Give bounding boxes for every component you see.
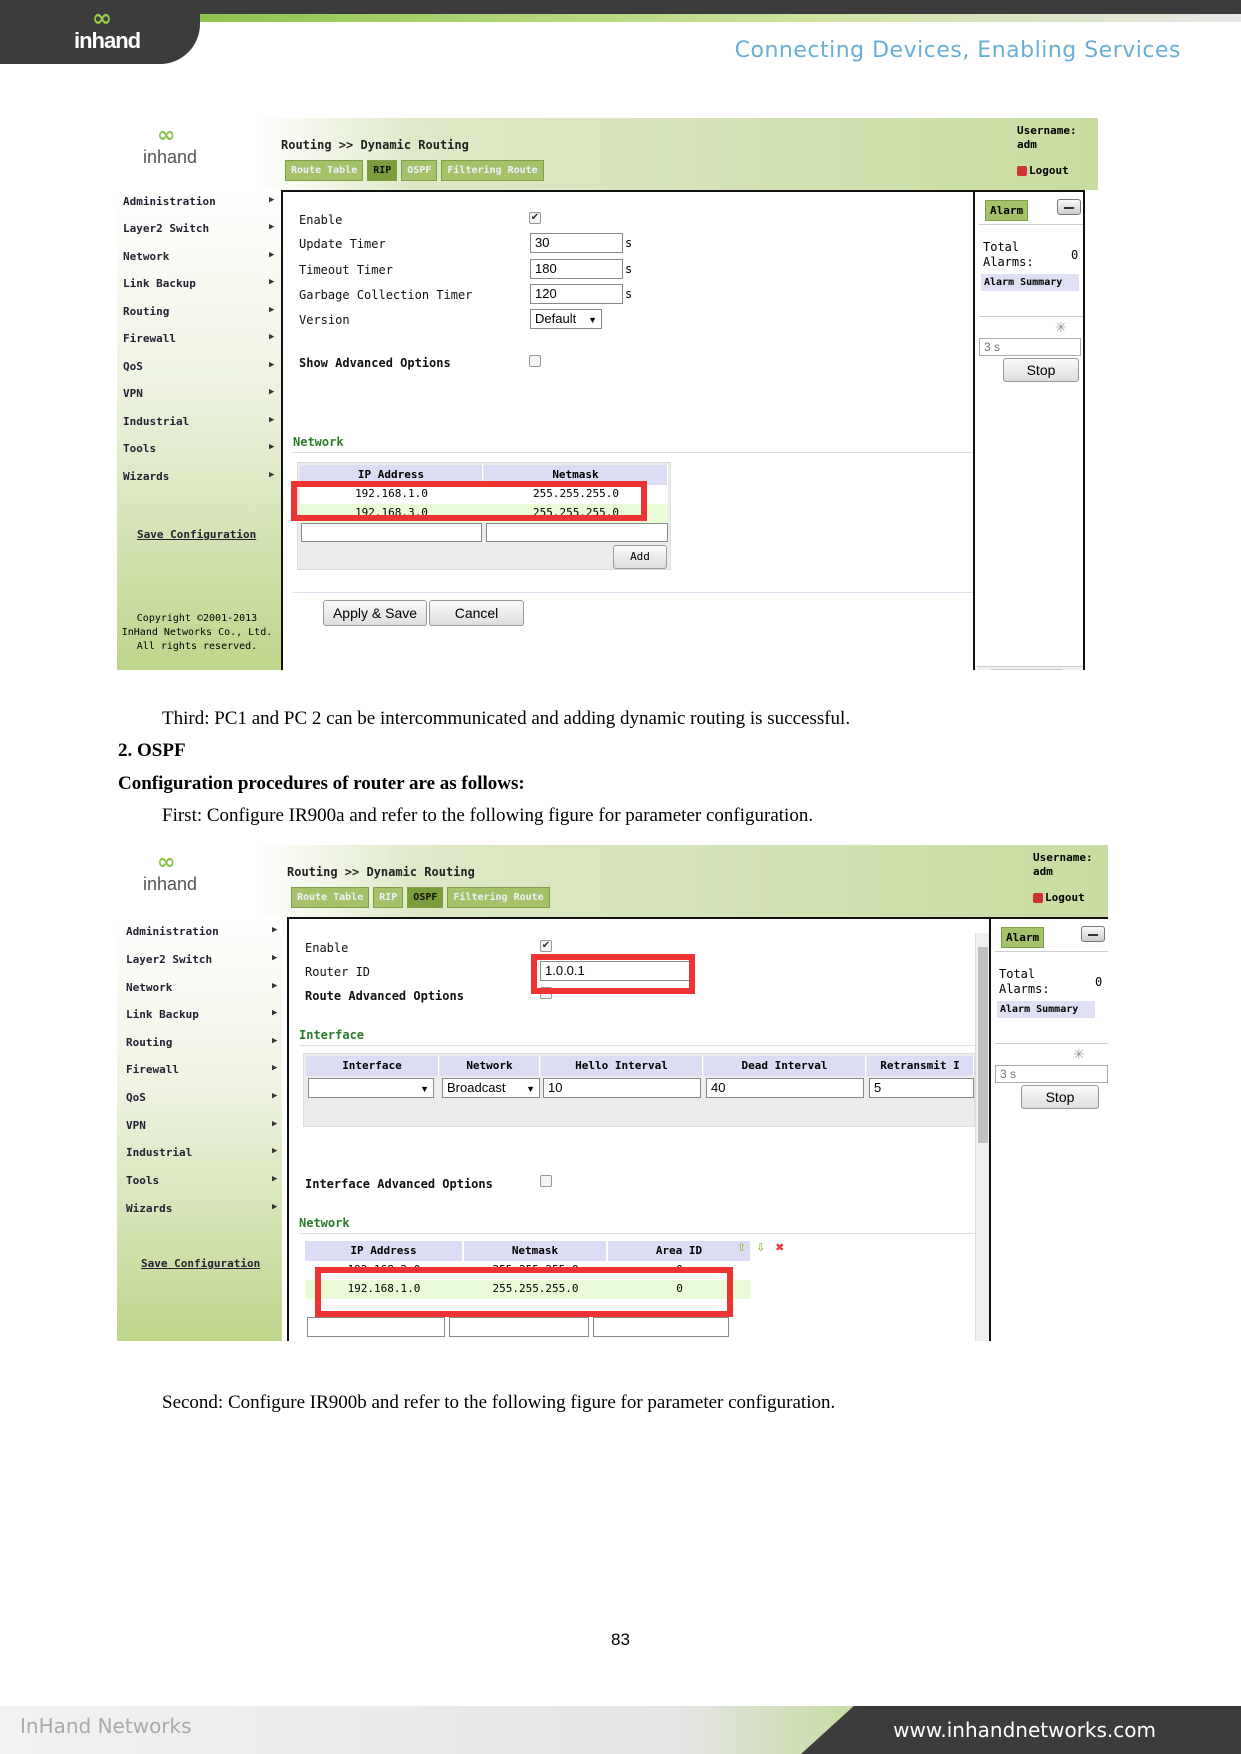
page-footer: [0, 1690, 1241, 1754]
retransmit-interval-input[interactable]: 5: [869, 1078, 974, 1098]
timeout-timer-label: Timeout Timer: [299, 263, 393, 277]
menu-layer2-switch[interactable]: Layer2 Switch ▶: [126, 953, 278, 966]
menu-qos[interactable]: QoS ▶: [126, 1091, 278, 1104]
ospf-form-panel: [287, 917, 991, 1341]
tab-filtering-route[interactable]: Filtering Route: [441, 160, 543, 181]
tab-rip[interactable]: RIP: [367, 160, 397, 181]
enable-checkbox[interactable]: ✔: [530, 212, 540, 223]
chevron-right-icon: ▶: [272, 1202, 278, 1212]
chevron-right-icon: ▶: [272, 981, 278, 991]
chevron-down-icon: ▼: [526, 1084, 535, 1094]
username-block: Username: adm: [1017, 124, 1077, 151]
chevron-right-icon: ▶: [269, 250, 275, 260]
table-row: 192.168.1.0 255.255.255.0: [300, 485, 668, 504]
netmask-input[interactable]: [486, 523, 668, 542]
page-number: 83: [611, 1630, 630, 1649]
breadcrumb: Routing >> Dynamic Routing: [287, 865, 475, 879]
menu-administration[interactable]: Administration ▶: [123, 195, 275, 208]
menu-link-backup[interactable]: Link Backup ▶: [126, 1008, 278, 1021]
menu-tools[interactable]: Tools ▶: [126, 1174, 278, 1187]
chevron-right-icon: ▶: [269, 222, 275, 232]
menu-qos[interactable]: QoS ▶: [123, 360, 275, 373]
dead-interval-input[interactable]: 40: [706, 1078, 864, 1098]
menu-vpn[interactable]: VPN ▶: [126, 1119, 278, 1132]
garbage-timer-input[interactable]: 120: [530, 284, 623, 304]
area-id-input[interactable]: [593, 1317, 729, 1337]
rip-screenshot: [117, 118, 1098, 670]
hello-interval-input[interactable]: 10: [543, 1078, 701, 1098]
interface-select[interactable]: [308, 1078, 434, 1098]
timeout-timer-input[interactable]: 180: [530, 259, 623, 279]
horizontal-scrollbar[interactable]: [977, 666, 1083, 670]
inhand-logo: ∞ inhand: [143, 123, 198, 167]
alarm-total: Total Alarms:: [983, 240, 1034, 269]
menu-industrial[interactable]: Industrial ▶: [123, 415, 275, 428]
network-section-title: Network: [293, 435, 344, 449]
menu-link-backup[interactable]: Link Backup ▶: [123, 277, 275, 290]
inhand-logo: ∞ inhand: [143, 850, 198, 894]
logout-icon: [1017, 166, 1027, 176]
chevron-right-icon: ▶: [272, 953, 278, 963]
menu-routing[interactable]: Routing ▶: [123, 305, 275, 318]
chevron-down-icon: ▼: [588, 315, 597, 325]
alarm-tab[interactable]: Alarm: [985, 200, 1028, 221]
chevron-right-icon: ▶: [269, 470, 275, 480]
chevron-right-icon: ▶: [269, 360, 275, 370]
procedures-heading: Configuration procedures of router are as follows:: [118, 773, 525, 794]
update-timer-label: Update Timer: [299, 237, 386, 251]
logout-link[interactable]: Logout: [1033, 891, 1085, 904]
interface-advanced-label: Interface Advanced Options: [305, 1177, 493, 1191]
chevron-right-icon: ▶: [272, 1036, 278, 1046]
footer-company: InHand Networks: [20, 1714, 192, 1738]
menu-wizards[interactable]: Wizards ▶: [123, 470, 275, 483]
alarm-count: 0: [1071, 248, 1079, 262]
enable-label: Enable: [305, 941, 349, 955]
refresh-interval-input[interactable]: 3 s: [995, 1065, 1108, 1083]
tab-route-table[interactable]: Route Table: [291, 887, 369, 908]
router-id-label: Router ID: [305, 965, 371, 979]
vertical-scrollbar[interactable]: [975, 933, 989, 1341]
add-button[interactable]: Add: [613, 545, 667, 569]
interface-section-title: Interface: [299, 1028, 365, 1042]
tab-rip[interactable]: RIP: [373, 887, 403, 908]
apply-save-button[interactable]: Apply & Save: [323, 600, 427, 626]
rip-form-panel: Enable ✔ Update Timer 30 s Timeout Timer 180 s Garbage Collection Timer 120 s Version Default ▼ Show Advanced Options Network IP Address Netmask 192.168.1.0 255.255.255.0 192.168.3.0 255.255.255.0 Add Apply & Save Cancel: [281, 190, 975, 670]
tab-ospf[interactable]: OSPF: [401, 160, 437, 181]
menu-vpn[interactable]: VPN ▶: [123, 387, 275, 400]
chevron-right-icon: ▶: [269, 387, 275, 397]
stop-button[interactable]: Stop: [1021, 1085, 1099, 1109]
tab-route-table[interactable]: Route Table: [285, 160, 363, 181]
menu-firewall[interactable]: Firewall ▶: [123, 332, 275, 345]
logout-link[interactable]: Logout: [1017, 164, 1069, 177]
menu-tools[interactable]: Tools ▶: [123, 442, 275, 455]
menu-wizards[interactable]: Wizards ▶: [126, 1202, 278, 1215]
move-up-icon[interactable]: ⇧: [737, 1241, 747, 1254]
chevron-right-icon: ▶: [269, 305, 275, 315]
brand-logo: ∞ inhand: [74, 4, 141, 53]
ip-address-input[interactable]: [307, 1317, 445, 1337]
ospf-network-table: IP Address Netmask Area ID 192.168.2.0 255.255.255.0 0 192.168.1.0 255.255.255.0 0: [303, 1241, 783, 1297]
highlight-box: [291, 481, 647, 521]
row-actions: [737, 1241, 784, 1254]
delete-icon[interactable]: ✖: [775, 1241, 785, 1254]
chevron-right-icon: ▶: [272, 1063, 278, 1073]
minimize-button[interactable]: [1081, 926, 1105, 942]
chevron-right-icon: ▶: [269, 442, 275, 452]
menu-layer2-switch[interactable]: Layer2 Switch ▶: [123, 222, 275, 235]
chevron-right-icon: ▶: [272, 1008, 278, 1018]
cancel-button[interactable]: Cancel: [429, 600, 524, 626]
ospf-heading: 2. OSPF: [118, 740, 186, 761]
page-header: [0, 0, 1241, 70]
tab-ospf[interactable]: OSPF: [407, 887, 443, 908]
router-id-highlight: [531, 954, 695, 994]
logout-icon: [1033, 893, 1043, 903]
menu-administration[interactable]: Administration ▶: [126, 925, 278, 938]
chevron-right-icon: ▶: [269, 277, 275, 287]
chevron-right-icon: ▶: [272, 1091, 278, 1101]
breadcrumb: Routing >> Dynamic Routing: [281, 138, 469, 152]
minimize-button[interactable]: [1057, 199, 1081, 215]
refresh-interval-input[interactable]: 3 s: [979, 338, 1081, 356]
table-row: 192.168.2.0 255.255.255.0 0: [347, 1263, 683, 1276]
move-down-icon[interactable]: ⇩: [756, 1241, 766, 1254]
enable-checkbox[interactable]: ✔: [541, 940, 551, 951]
alarm-tab[interactable]: Alarm: [1001, 927, 1044, 948]
loading-spinner-icon: ✳: [1055, 320, 1067, 336]
menu-network[interactable]: Network ▶: [123, 250, 275, 263]
ip-address-input[interactable]: [301, 523, 482, 542]
alarm-summary-link[interactable]: Alarm Summary: [997, 1001, 1095, 1018]
router-id-input[interactable]: 1.0.0.1: [540, 961, 695, 981]
menu-industrial[interactable]: Industrial ▶: [126, 1146, 278, 1159]
chevron-right-icon: ▶: [269, 415, 275, 425]
save-configuration-link[interactable]: Save Configuration: [137, 528, 257, 541]
tab-filtering-route[interactable]: Filtering Route: [447, 887, 549, 908]
network-section-title: Network: [299, 1216, 350, 1230]
route-advanced-label: Route Advanced Options: [305, 989, 464, 1003]
menu-network[interactable]: Network ▶: [126, 981, 278, 994]
chevron-right-icon: ▶: [269, 332, 275, 342]
alarm-total: Total Alarms:: [999, 967, 1050, 996]
menu-routing[interactable]: Routing ▶: [126, 1036, 278, 1049]
footer-website: www.inhandnetworks.com: [893, 1718, 1156, 1742]
second-step-text: Second: Configure IR900b and refer to the following figure for parameter configuration.: [162, 1392, 836, 1413]
netmask-input[interactable]: [449, 1317, 589, 1337]
loading-spinner-icon: ✳: [1073, 1047, 1085, 1063]
show-advanced-checkbox[interactable]: [529, 355, 541, 367]
table-row: 192.168.1.0 255.255.255.0 0: [305, 1280, 751, 1299]
chevron-down-icon: ▼: [420, 1084, 429, 1094]
enable-label: Enable: [299, 213, 343, 227]
menu-firewall[interactable]: Firewall ▶: [126, 1063, 278, 1076]
tagline: Connecting Devices, Enabling Services: [734, 38, 1181, 63]
alarm-panel: [991, 917, 1108, 1341]
network-type-select[interactable]: Broadcast ▼: [442, 1078, 540, 1098]
save-configuration-link[interactable]: Save Configuration: [141, 1257, 261, 1270]
update-timer-input[interactable]: 30: [530, 233, 623, 253]
chevron-right-icon: ▶: [272, 925, 278, 935]
chevron-right-icon: ▶: [269, 195, 275, 205]
username-block: Username: adm: [1033, 851, 1093, 878]
garbage-timer-label: Garbage Collection Timer: [299, 288, 473, 302]
version-select[interactable]: Default ▼: [530, 309, 602, 329]
version-label: Version: [299, 313, 350, 327]
alarm-summary-link[interactable]: Alarm Summary: [981, 274, 1079, 291]
alarm-panel: [975, 190, 1085, 670]
network-highlight: [315, 1267, 733, 1317]
copyright: Copyright ©2001-2013 InHand Networks Co., Ltd. All rights reserved.: [121, 613, 273, 652]
interface-advanced-checkbox[interactable]: [540, 1175, 552, 1187]
network-table: IP Address Netmask 192.168.1.0 255.255.255.0 192.168.3.0 255.255.255.0 Add: [297, 462, 671, 570]
third-step-text: Third: PC1 and PC 2 can be intercommunicated and adding dynamic routing is successful.: [162, 708, 851, 729]
alarm-count: 0: [1095, 975, 1103, 989]
chevron-right-icon: ▶: [272, 1174, 278, 1184]
ospf-screenshot: [117, 845, 1108, 1341]
chevron-right-icon: ▶: [272, 1146, 278, 1156]
stop-button[interactable]: Stop: [1003, 358, 1079, 382]
table-row: 192.168.3.0 255.255.255.0: [300, 504, 668, 523]
first-step-text: First: Configure IR900a and refer to the following figure for parameter configuration.: [162, 805, 814, 826]
interface-table: Interface Network Hello Interval Dead Interval Retransmit I ▼ Broadcast ▼ 10 40 5: [303, 1053, 975, 1127]
show-advanced-label: Show Advanced Options: [299, 356, 451, 370]
chevron-right-icon: ▶: [272, 1119, 278, 1129]
